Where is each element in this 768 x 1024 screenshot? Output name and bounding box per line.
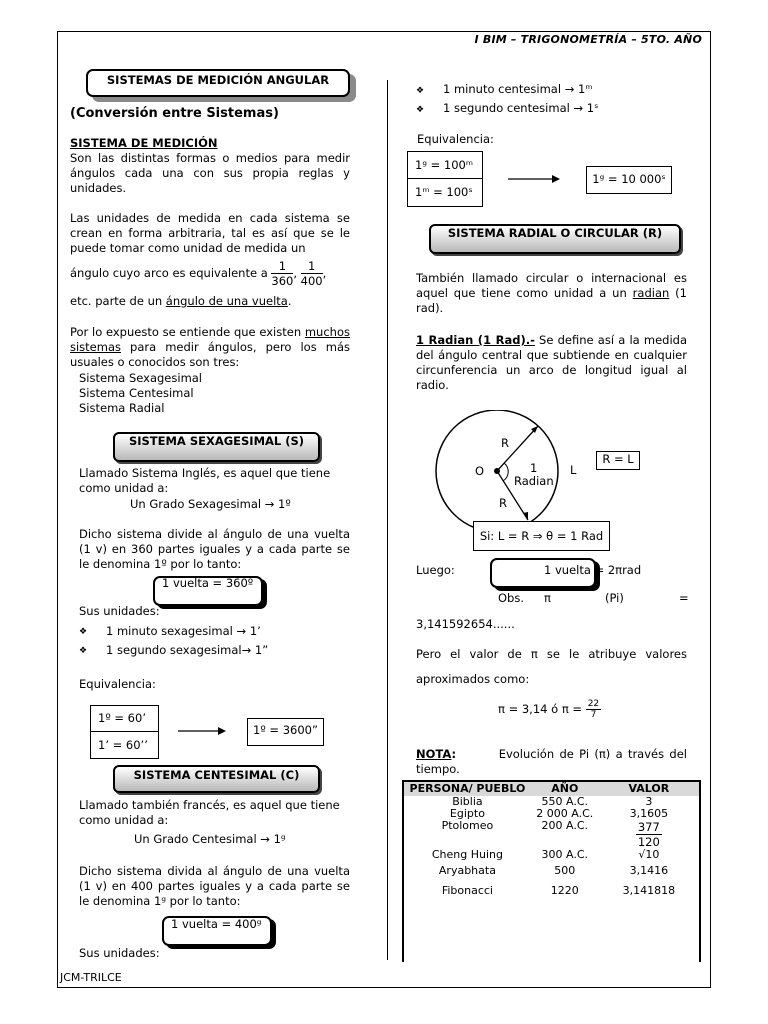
- table-cell: Aryabhata: [438, 864, 496, 877]
- centesimal-unit: Un Grado Centesimal → 1ᵍ: [134, 832, 286, 846]
- equiv-row: 1ᵍ = 100ᵐ: [408, 152, 482, 179]
- table-cell: Fibonacci: [441, 884, 493, 897]
- sexagesimal-vuelta-text: 1 vuelta = 360º: [162, 576, 254, 590]
- list-item: Sistema Radial: [79, 401, 165, 415]
- diagram-angle-label: Radian: [514, 474, 554, 488]
- table-cell: 3,141818: [622, 884, 676, 897]
- nota-paragraph: NOTA: Evolución de Pi (π) a través del tiempo.: [416, 747, 687, 776]
- page-footer: JCM-TRILCE: [60, 971, 122, 984]
- systems-list: [79, 371, 202, 416]
- table-cell: 3,1416: [629, 864, 669, 877]
- table-cell: 2 000 A.C.: [536, 807, 594, 820]
- paragraph-radial: También llamado circular o internacional es aquel que tiene como unidad a un radian (1 rad).: [416, 271, 687, 315]
- list-item: Sistema Centesimal: [79, 386, 194, 400]
- sexagesimal-vuelta-box: [153, 576, 263, 606]
- centesimal-vuelta-text: 1 vuelta = 400ᵍ: [171, 917, 262, 931]
- pi-approximations: π = 3,14 ó π = $\frac{22}{7}$: [498, 699, 600, 720]
- table-cell: Cheng Huing: [431, 848, 503, 861]
- list-item: Sistema Sexagesimal: [79, 371, 203, 385]
- table-cell: 1220: [550, 884, 579, 897]
- obs-label: Obs.: [498, 591, 524, 605]
- section-title-sexagesimal: SISTEMA SEXAGESIMAL (S): [113, 432, 320, 462]
- column-header: AÑO: [531, 782, 599, 796]
- diagram-radius-bottom: R: [499, 496, 507, 510]
- pi-symbol: π: [544, 591, 551, 605]
- sexagesimal-unit-minute: 1 minuto sexagesimal → 1’: [106, 624, 261, 638]
- units-label: Sus unidades:: [79, 604, 160, 618]
- subtitle: (Conversión entre Sistemas): [70, 106, 279, 121]
- table-header-row: [404, 782, 699, 796]
- equiv-row: 1º = 60’: [91, 706, 158, 732]
- equiv-row: 1ᵐ = 100ˢ: [415, 185, 473, 199]
- paragraph-centesimal: Llamado también francés, es aquel que tiene como unidad a:: [79, 798, 340, 827]
- diagram-angle-number: 1: [530, 461, 538, 475]
- bullet-icon: ❖: [79, 627, 88, 637]
- radian-diagram: [430, 410, 590, 530]
- table-cell: √10: [638, 848, 660, 861]
- table-row: [404, 881, 699, 901]
- table-cell: 3,1605: [629, 807, 669, 820]
- fraction-1-400: $\frac{1}{400}$: [300, 259, 323, 288]
- table-cell: 200 A.C.: [541, 819, 589, 832]
- paragraph-vuelta: etc. parte de un ángulo de una vuelta.: [70, 294, 292, 308]
- centesimal-units-label: Sus unidades:: [79, 946, 160, 960]
- table-cell: Egipto: [449, 807, 485, 820]
- centesimal-equiv-box: [407, 151, 483, 207]
- paragraph-sistemas: Por lo expuesto se entiende que existen muchos sistemas para medir ángulos, pero los más usuales o conocidos son tres:: [70, 325, 350, 369]
- paragraph-centesimal-divide: Dicho sistema divida al ángulo de una vuelta (1 v) en 400 partes iguales y a cada parte se le denomina 1ᵍ por lo tanto:: [79, 864, 350, 908]
- paragraph-units: Las unidades de medida en cada sistema se crean en forma arbitraria, tal es así que se le puede tomar como unidad de medida un: [70, 211, 350, 255]
- diagram-radius-top: R: [501, 436, 509, 450]
- section-title-radial: SISTEMA RADIAL O CIRCULAR (R): [429, 224, 681, 254]
- table-row: [404, 861, 699, 881]
- paragraph-radian-definition: 1 Radian (1 Rad).- Se define así a la medida del ángulo central que subtiende en cualquier circunferencia un arco de longitud igual al radio.: [416, 333, 687, 392]
- arrow-right-icon: [508, 173, 560, 185]
- paragraph-sexagesimal: Llamado Sistema Inglés, es aquel que tiene como unidad a:: [79, 466, 331, 495]
- fraction-line: ángulo cuyo arco es equivalente a $\frac{1}{360}$ , $\frac{1}{400}$ ,: [70, 259, 327, 288]
- table-cell: Ptolomeo: [441, 819, 494, 832]
- bullet-icon: ❖: [416, 86, 425, 96]
- fraction-1-360: $\frac{1}{360}$: [271, 259, 294, 288]
- pi-value: 3,141592654......: [416, 617, 515, 631]
- centesimal-unit-minute: 1 minuto centesimal → 1ᵐ: [443, 82, 593, 96]
- section-title-centesimal: SISTEMA CENTESIMAL (C): [113, 765, 320, 793]
- centesimal-unit-second: 1 segundo centesimal → 1ˢ: [443, 101, 599, 115]
- table-cell: 300 A.C.: [541, 848, 589, 861]
- table-cell: $\frac{377}{120}$: [637, 820, 660, 849]
- equivalencia-label: Equivalencia:: [79, 677, 156, 691]
- column-header: PERSONA/ PUEBLO: [404, 782, 531, 796]
- main-title: SISTEMAS DE MEDICIÓN ANGULAR: [86, 69, 350, 97]
- table-row: [404, 820, 699, 849]
- link-angulo-vuelta: ángulo de una vuelta: [165, 294, 288, 308]
- paragraph-pi-approx: Pero el valor de π se le atribuye valores aproximados como:: [416, 647, 687, 686]
- vuelta-radian-text: 1 vuelta = 2πrad: [544, 563, 642, 577]
- table-cell: 500: [554, 864, 576, 877]
- paragraph-definition: Son las distintas formas o medios para medir ángulos cada una con sus propia reglas y unidades.: [70, 151, 350, 195]
- pi-table: [404, 782, 699, 901]
- paragraph-sexagesimal-divide: Dicho sistema divide al ángulo de una vuelta (1 v) en 360 partes iguales y a cada parte se le denomina 1º por lo tanto:: [79, 527, 350, 571]
- table-cell: 3: [645, 795, 653, 808]
- bullet-icon: ❖: [79, 646, 88, 656]
- column-header: VALOR: [599, 782, 699, 796]
- centesimal-vuelta-box: [162, 916, 272, 946]
- centesimal-equiv-result: 1ᵍ = 10 000ˢ: [586, 166, 672, 194]
- diagram-center-label: O: [475, 464, 485, 478]
- equals-sign: =: [679, 591, 689, 605]
- arrow-right-icon: [178, 725, 226, 737]
- sexagesimal-equiv-result: 1º = 3600”: [247, 718, 324, 746]
- diagram-arc-label: L: [570, 463, 577, 477]
- sexagesimal-unit-second: 1 segundo sexagesimal→ 1”: [106, 643, 269, 657]
- column-divider: [387, 80, 388, 960]
- fraction-line-text: ángulo cuyo arco es equivalente a: [70, 266, 268, 280]
- section-heading-medicion: SISTEMA DE MEDICIÓN: [70, 136, 218, 150]
- diagram-condition-box: Si: L = R ⇒ θ = 1 Rad: [473, 521, 610, 551]
- table-cell: Biblia: [452, 795, 483, 808]
- equivalencia-label-right: Equivalencia:: [417, 132, 494, 146]
- bullet-icon: ❖: [416, 105, 425, 115]
- diagram-r-equals-l: R = L: [596, 451, 640, 470]
- table-row: [404, 849, 699, 861]
- luego-label: Luego:: [416, 563, 455, 577]
- pi-name: (Pi): [605, 591, 624, 605]
- pi-table-frame: [402, 780, 701, 962]
- sexagesimal-unit: Un Grado Sexagesimal → 1º: [130, 497, 291, 511]
- page-header: I BIM – TRIGONOMETRÍA – 5TO. AÑO: [474, 33, 702, 46]
- table-cell: 550 A.C.: [541, 795, 589, 808]
- sexagesimal-equiv-box: [90, 705, 159, 759]
- equiv-row: 1’ = 60’’: [98, 738, 148, 752]
